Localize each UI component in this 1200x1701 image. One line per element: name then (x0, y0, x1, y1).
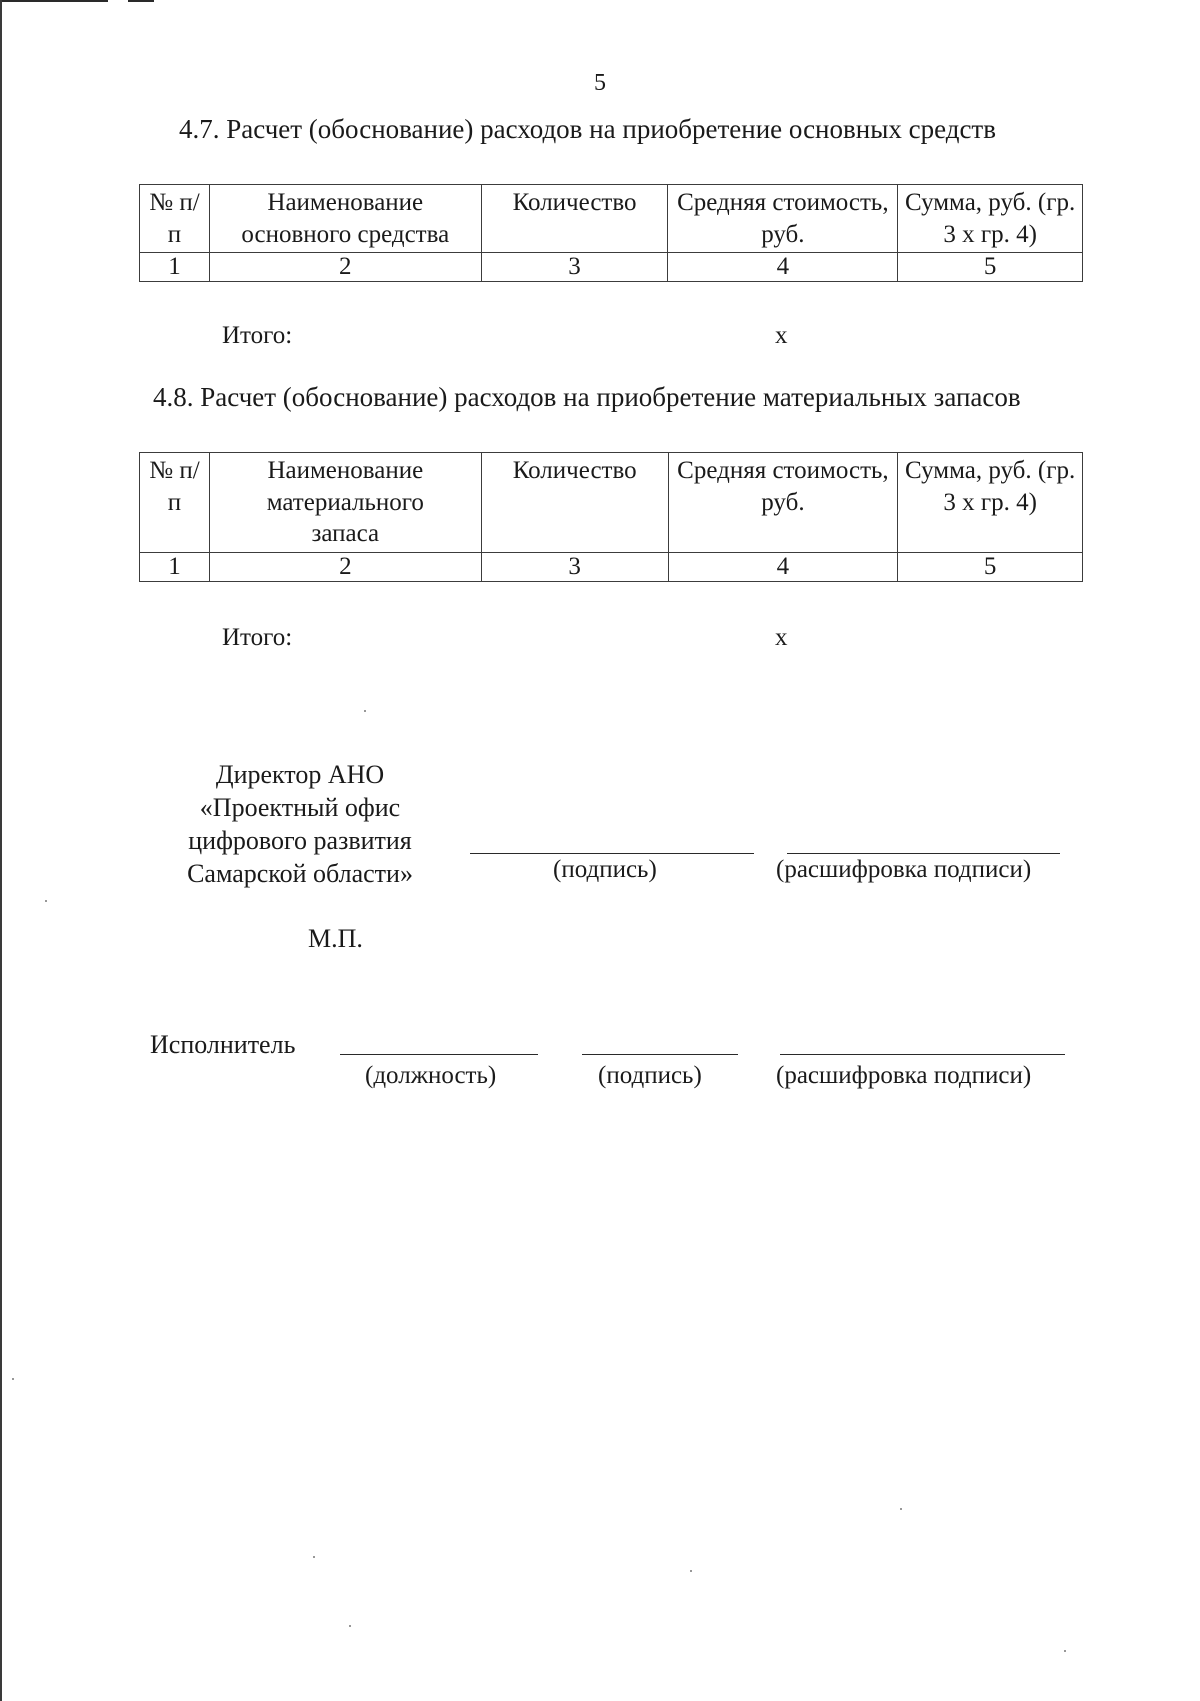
executor-signature-caption: (подпись) (598, 1062, 702, 1089)
section-title-4-7: 4.7. Расчет (обоснование) расходов на приобретение основных средств (179, 114, 996, 144)
column-number-row (140, 253, 1083, 282)
column-number-row (140, 552, 1083, 581)
column-number: 4 (668, 253, 898, 282)
column-number: 3 (481, 253, 668, 282)
executor-position-caption: (должность) (365, 1062, 497, 1089)
stamp-place: М.П. (308, 924, 363, 953)
header-cell-average-cost: Средняя стоимость, руб. (668, 185, 898, 253)
executor-decoding-line[interactable] (780, 1054, 1065, 1055)
director-decoding-line[interactable] (787, 853, 1060, 854)
column-number: 1 (140, 253, 210, 282)
inventories-table (139, 452, 1083, 582)
executor-position-line[interactable] (340, 1054, 538, 1055)
total-label: Итого: (222, 322, 293, 349)
column-number: 1 (140, 552, 210, 581)
director-title (150, 758, 450, 890)
column-number: 3 (481, 552, 668, 581)
scan-speck (349, 1625, 351, 1627)
table-header-row (140, 453, 1083, 553)
director-decoding-caption: (расшифровка подписи) (776, 856, 1032, 883)
column-number: 5 (898, 552, 1083, 581)
column-number: 5 (898, 253, 1083, 282)
scan-speck (1064, 1650, 1066, 1652)
header-cell-number: № п/п (140, 453, 210, 553)
header-cell-number: № п/п (140, 185, 210, 253)
scan-speck (45, 900, 47, 902)
column-number: 2 (209, 552, 481, 581)
header-cell-sum: Сумма, руб. (гр. 3 х гр. 4) (898, 453, 1083, 553)
column-number: 2 (209, 253, 481, 282)
scan-edge-left (0, 0, 2, 1701)
director-title-line: «Проектный офис (199, 793, 401, 822)
header-cell-name: Наименование материального запаса (209, 453, 481, 553)
header-cell-name: Наименование основного средства (209, 185, 481, 253)
director-title-line: Самарской области» (187, 859, 413, 888)
total-marker: х (775, 322, 788, 349)
director-signature-caption: (подпись) (553, 856, 657, 883)
section-title-4-8: 4.8. Расчет (обоснование) расходов на приобретение материальных запасов (153, 382, 1021, 412)
header-cell-quantity: Количество (481, 453, 668, 553)
page-number: 5 (594, 70, 606, 96)
header-cell-average-cost: Средняя стоимость, руб. (668, 453, 898, 553)
scan-speck (900, 1508, 902, 1510)
table-header-row (140, 185, 1083, 253)
column-number: 4 (668, 552, 898, 581)
director-signature-line[interactable] (470, 853, 754, 854)
header-cell-sum: Сумма, руб. (гр. 3 х гр. 4) (898, 185, 1083, 253)
scan-edge-top-segment (128, 0, 154, 2)
executor-decoding-caption: (расшифровка подписи) (776, 1062, 1032, 1089)
scan-speck (12, 1378, 14, 1380)
director-title-line: Директор АНО (215, 760, 385, 789)
scan-speck (690, 1570, 692, 1572)
scan-speck (364, 710, 366, 712)
scan-edge-top (0, 0, 108, 2)
executor-signature-line[interactable] (582, 1054, 738, 1055)
total-marker: х (775, 624, 788, 651)
fixed-assets-table (139, 184, 1083, 282)
header-cell-quantity: Количество (481, 185, 668, 253)
executor-label: Исполнитель (150, 1030, 296, 1059)
total-label: Итого: (222, 624, 293, 651)
scan-speck (313, 1556, 315, 1558)
director-title-line: цифрового развития (188, 826, 412, 855)
